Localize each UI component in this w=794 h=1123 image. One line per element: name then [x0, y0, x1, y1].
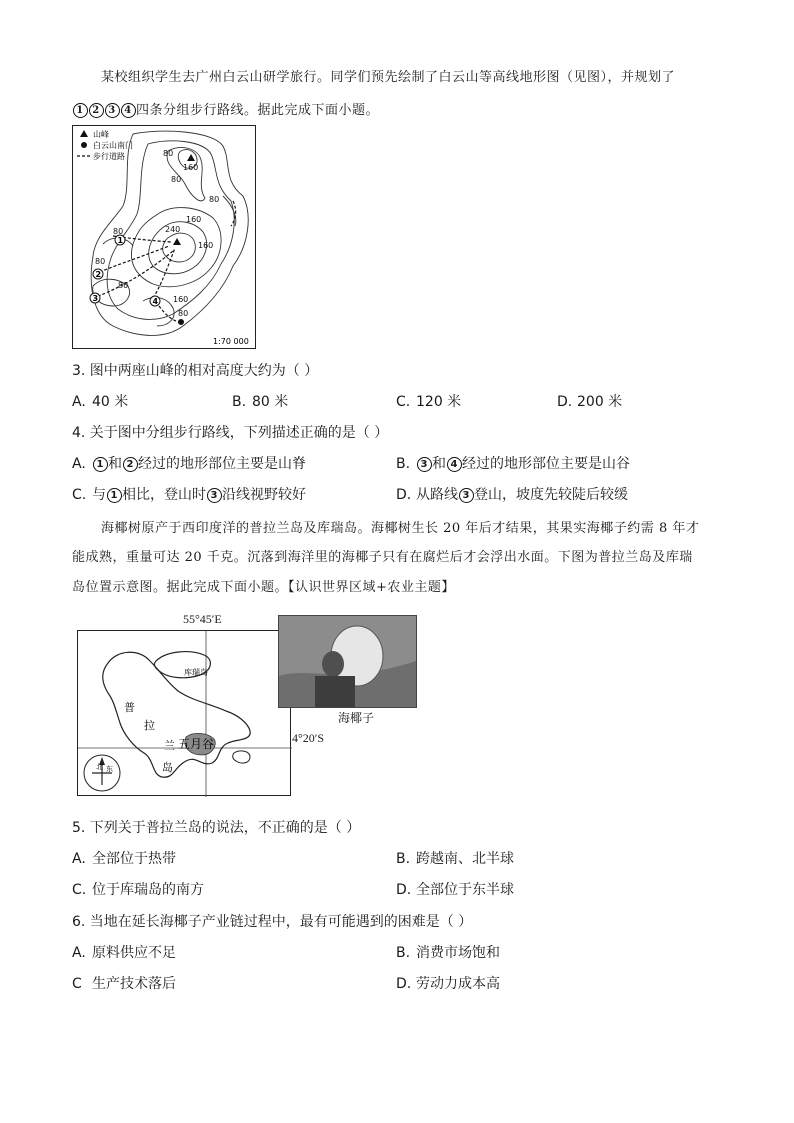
q4-option-a[interactable]: A. 1 和 2 经过的地形部位主要是山脊: [72, 456, 306, 472]
route-4-label: 4: [152, 297, 159, 306]
intro-baiyun-line1: 某校组织学生去广州白云山研学旅行。同学们预先绘制了白云山等高线地形图（见图），并规划了: [101, 70, 676, 85]
photo-caption: 海椰子: [338, 711, 375, 725]
route-2-label: 2: [95, 270, 102, 279]
praslin-label-4: 岛: [162, 761, 173, 774]
q3-option-d[interactable]: D. 200 米: [557, 394, 623, 410]
q6-option-c[interactable]: C 生产技术落后: [72, 976, 176, 992]
contour-label: 160: [186, 215, 202, 224]
q4-option-b[interactable]: B. 3 和 4 经过的地形部位主要是山谷: [396, 456, 630, 472]
route-1-label: 1: [117, 236, 124, 245]
question-5-stem: 5. 下列关于普拉兰岛的说法，不正确的是（ ）: [72, 820, 361, 836]
contour-label: 160: [198, 241, 214, 250]
compass-east: 东: [106, 765, 113, 773]
contour-label: 80: [209, 195, 220, 204]
q4-option-d[interactable]: D. 从路线 3 登山，坡度先较陡后较缓: [396, 487, 628, 503]
question-6-stem: 6. 当地在延长海椰子产业链过程中，最有可能遇到的困难是（ ）: [72, 914, 473, 930]
legend-gate-icon: [81, 142, 87, 148]
route-mark-3: 3: [105, 103, 120, 118]
route-mark-1: 1: [73, 103, 88, 118]
q4-option-c[interactable]: C. 与 1 相比，登山时 3 沿线视野较好: [72, 487, 306, 503]
legend-path-label: 步行道路: [93, 152, 125, 161]
contour-label: 160: [183, 163, 199, 172]
contour-map: [72, 125, 256, 349]
q5-option-b[interactable]: B. 跨越南、北半球: [396, 851, 514, 867]
q5-option-a[interactable]: A. 全部位于热带: [72, 851, 176, 867]
longitude-label: 55°45′E: [183, 612, 222, 626]
person-head: [322, 651, 344, 677]
praslin-label-2: 拉: [144, 719, 155, 732]
contour-label: 80: [163, 149, 174, 158]
q6-option-a[interactable]: A. 原料供应不足: [72, 945, 176, 961]
contour-label: 80: [171, 175, 182, 184]
contour-label: 160: [173, 295, 189, 304]
q3-option-b[interactable]: B. 80 米: [232, 394, 289, 410]
praslin-label-3: 兰: [164, 739, 175, 752]
question-4-stem: 4. 关于图中分组步行路线，下列描述正确的是（ ）: [72, 425, 389, 441]
valley-label: 五月谷: [178, 737, 215, 751]
compass-north: 北: [96, 763, 103, 771]
q6-option-d[interactable]: D. 劳动力成本高: [396, 976, 500, 992]
intro-coco-line3: 岛位置示意图。据此完成下面小题。【认识世界区域+农业主题】: [72, 580, 455, 595]
contour-label: 80: [178, 309, 189, 318]
legend-peak-label: 山峰: [93, 130, 109, 139]
contour-label: 80: [118, 281, 129, 290]
island-figure: [72, 612, 422, 800]
legend-gate-label: 白云山南门: [93, 141, 133, 150]
contour-label: 240: [165, 225, 181, 234]
question-3-stem: 3. 图中两座山峰的相对高度大约为（ ）: [72, 363, 319, 379]
q3-option-a[interactable]: A. 40 米: [72, 394, 129, 410]
legend-peak-icon: [80, 130, 88, 137]
curieuse-label: 库瑞岛: [184, 668, 208, 677]
intro-coco-line1: 海椰树原产于西印度洋的普拉兰岛及库瑞岛。海椰树生长 20 年后才结果，其果实海椰子约需 8 年才: [101, 521, 700, 536]
coco-de-mer-photo: [278, 615, 417, 708]
intro-coco-line2: 能成熟，重量可达 20 千克。沉落到海洋里的海椰子只有在腐烂后才会浮出水面。下图为普拉兰岛及库瑞: [72, 550, 693, 565]
contour-label: 80: [113, 227, 124, 236]
q3-option-c[interactable]: C. 120 米: [396, 394, 462, 410]
q5-option-d[interactable]: D. 全部位于东半球: [396, 882, 514, 898]
latitude-label: 4°20′S: [292, 731, 325, 745]
peak-north-icon: [187, 154, 195, 161]
route-mark-4: 4: [121, 103, 136, 118]
route-mark-2: 2: [89, 103, 104, 118]
praslin-label-1: 普: [124, 701, 135, 714]
island-map: [77, 630, 291, 796]
map-scale: 1:70 000: [213, 337, 249, 346]
contour-label: 80: [95, 257, 106, 266]
praslin-island-shape: [103, 652, 250, 777]
q6-option-b[interactable]: B. 消费市场饱和: [396, 945, 500, 961]
peak-south-icon: [173, 238, 181, 245]
q5-option-c[interactable]: C. 位于库瑞岛的南方: [72, 882, 204, 898]
intro-baiyun-line2: 1 2 3 4 四条分组步行路线。据此完成下面小题。: [72, 99, 379, 118]
route-3-label: 3: [92, 294, 99, 303]
